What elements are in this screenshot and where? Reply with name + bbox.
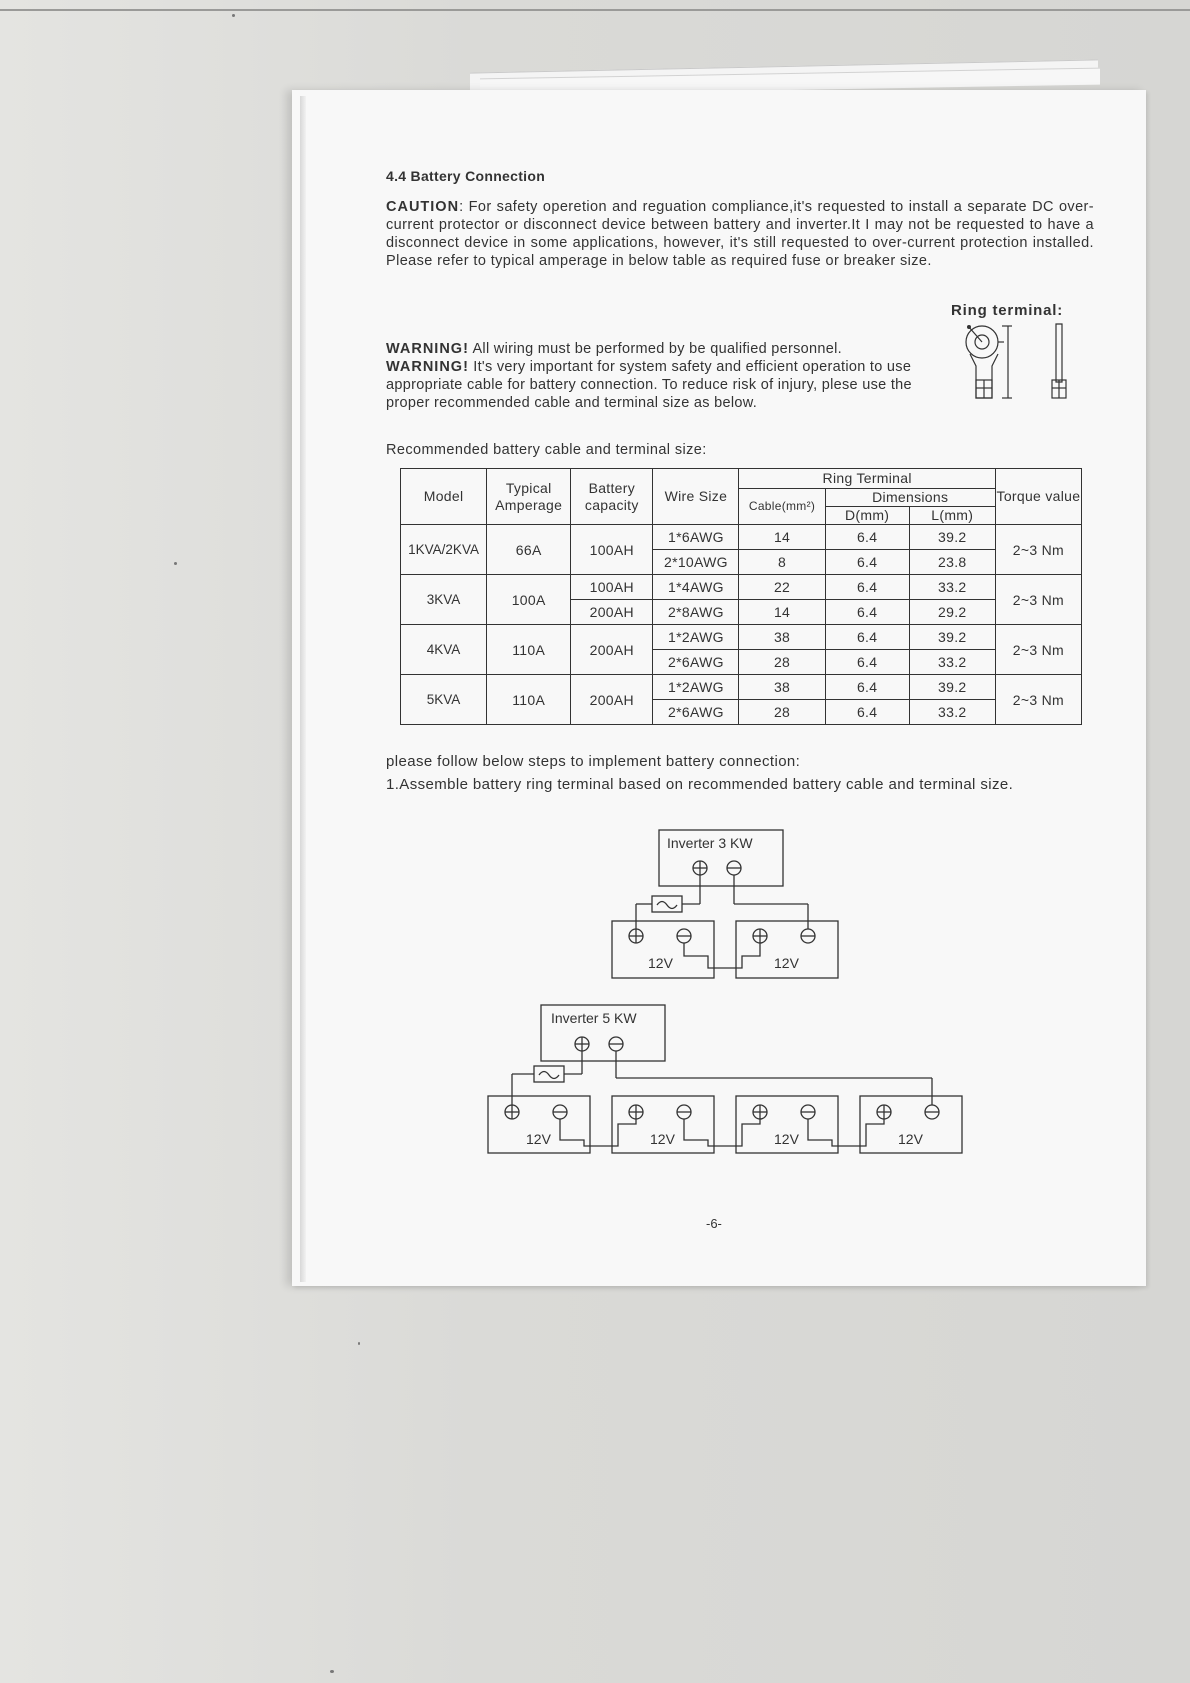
battery-label: 12V bbox=[898, 1131, 923, 1147]
cell-wire: 2*6AWG bbox=[653, 650, 739, 675]
warning-label: WARNING! bbox=[386, 359, 469, 375]
caution-paragraph bbox=[386, 198, 1094, 270]
cell-wire: 2*8AWG bbox=[653, 600, 739, 625]
cell-d: 6.4 bbox=[825, 650, 909, 675]
cell-l: 29.2 bbox=[909, 600, 995, 625]
step-1: 1.Assemble battery ring terminal based on recommended battery cable and terminal size. bbox=[386, 776, 1014, 793]
table-row bbox=[401, 525, 1082, 550]
cell-model: 4KVA bbox=[401, 625, 487, 675]
cell-l: 33.2 bbox=[909, 575, 995, 600]
recommended-label: Recommended battery cable and terminal size: bbox=[386, 442, 707, 458]
cell-cable: 14 bbox=[739, 600, 825, 625]
battery-label: 12V bbox=[526, 1131, 551, 1147]
cell-wire: 1*2AWG bbox=[653, 675, 739, 700]
table-row bbox=[401, 675, 1082, 700]
table-header-row bbox=[401, 469, 1082, 489]
cell-capacity: 100AH bbox=[571, 575, 653, 600]
cell-cable: 38 bbox=[739, 675, 825, 700]
cell-cable: 8 bbox=[739, 550, 825, 575]
caution-label: CAUTION bbox=[386, 199, 460, 215]
cell-wire: 2*10AWG bbox=[653, 550, 739, 575]
cell-capacity: 200AH bbox=[571, 600, 653, 625]
cell-wire: 1*6AWG bbox=[653, 525, 739, 550]
steps-block bbox=[386, 750, 1013, 796]
table-row bbox=[401, 575, 1082, 600]
cell-capacity: 100AH bbox=[571, 525, 653, 575]
cell-d: 6.4 bbox=[825, 675, 909, 700]
cell-cable: 28 bbox=[739, 700, 825, 725]
scanner-edge bbox=[0, 9, 1190, 11]
battery-wiring-diagram bbox=[386, 828, 1026, 1188]
warning-text: It's very important for system safety and efficient operation to use appropriate cable for battery connection. To reduce risk of injury, plese use the proper recommended cable and terminal size as below. bbox=[386, 359, 912, 411]
cell-amperage: 110A bbox=[487, 675, 571, 725]
cell-torque: 2~3 Nm bbox=[995, 625, 1081, 675]
header-dimensions: Dimensions bbox=[825, 489, 995, 507]
scan-speck bbox=[232, 14, 235, 17]
cell-cable: 22 bbox=[739, 575, 825, 600]
cable-spec-table bbox=[400, 468, 1082, 725]
warning-text: All wiring must be performed by be qualified personnel. bbox=[468, 341, 842, 357]
cell-wire: 2*6AWG bbox=[653, 700, 739, 725]
header-torque: Torque value bbox=[995, 469, 1081, 525]
header-amperage: Typical Amperage bbox=[487, 469, 571, 525]
cell-cable: 28 bbox=[739, 650, 825, 675]
cell-model: 5KVA bbox=[401, 675, 487, 725]
battery-label: 12V bbox=[650, 1131, 675, 1147]
cell-wire: 1*2AWG bbox=[653, 625, 739, 650]
cell-l: 33.2 bbox=[909, 650, 995, 675]
scan-speck bbox=[358, 1342, 360, 1345]
binding-spine bbox=[300, 96, 306, 1282]
cell-d: 6.4 bbox=[825, 550, 909, 575]
scan-speck bbox=[330, 1670, 334, 1673]
cell-l: 39.2 bbox=[909, 525, 995, 550]
cell-torque: 2~3 Nm bbox=[995, 675, 1081, 725]
cell-wire: 1*4AWG bbox=[653, 575, 739, 600]
cell-d: 6.4 bbox=[825, 700, 909, 725]
cell-model: 1KVA/2KVA bbox=[401, 525, 487, 575]
section-title: 4.4 Battery Connection bbox=[386, 168, 546, 184]
ring-terminal-icon bbox=[958, 322, 1088, 410]
cell-d: 6.4 bbox=[825, 625, 909, 650]
page-number: -6- bbox=[706, 1216, 722, 1231]
battery-label: 12V bbox=[774, 1131, 799, 1147]
cell-capacity: 200AH bbox=[571, 675, 653, 725]
cell-model: 3KVA bbox=[401, 575, 487, 625]
warning-line bbox=[386, 340, 916, 358]
inverter-3kw-label: Inverter 3 KW bbox=[667, 835, 753, 851]
cell-amperage: 100A bbox=[487, 575, 571, 625]
steps-intro: please follow below steps to implement battery connection: bbox=[386, 753, 801, 770]
cell-capacity: 200AH bbox=[571, 625, 653, 675]
cell-d: 6.4 bbox=[825, 575, 909, 600]
cell-amperage: 66A bbox=[487, 525, 571, 575]
cell-cable: 14 bbox=[739, 525, 825, 550]
caution-text: : For safety operetion and reguation compliance,it's requested to install a separate DC over-current protector or disconnect device between battery and inverter.It I may not be requested to have a disconnect device in some applications, however, it's still requested to over-current protection installed. Please refer to typical amperage in below table as required fuse or breaker size. bbox=[386, 199, 1094, 269]
cell-l: 39.2 bbox=[909, 675, 995, 700]
cell-d: 6.4 bbox=[825, 525, 909, 550]
cell-torque: 2~3 Nm bbox=[995, 525, 1081, 575]
header-ring-terminal: Ring Terminal bbox=[739, 469, 995, 489]
header-wire-size: Wire Size bbox=[653, 469, 739, 525]
header-model: Model bbox=[401, 469, 487, 525]
cell-l: 39.2 bbox=[909, 625, 995, 650]
header-cable: Cable(mm²) bbox=[739, 489, 825, 525]
warning-block bbox=[386, 340, 916, 412]
cell-amperage: 110A bbox=[487, 625, 571, 675]
cell-d: 6.4 bbox=[825, 600, 909, 625]
ring-terminal-title: Ring terminal: bbox=[951, 302, 1064, 319]
scan-speck bbox=[174, 562, 177, 565]
cell-l: 23.8 bbox=[909, 550, 995, 575]
cell-torque: 2~3 Nm bbox=[995, 575, 1081, 625]
battery-label: 12V bbox=[648, 955, 673, 971]
manual-page bbox=[292, 90, 1146, 1286]
cell-cable: 38 bbox=[739, 625, 825, 650]
header-capacity: Battery capacity bbox=[571, 469, 653, 525]
inverter-5kw-label: Inverter 5 KW bbox=[551, 1010, 637, 1026]
cell-l: 33.2 bbox=[909, 700, 995, 725]
header-d: D(mm) bbox=[825, 507, 909, 525]
table-row bbox=[401, 625, 1082, 650]
warning-label: WARNING! bbox=[386, 341, 469, 357]
header-l: L(mm) bbox=[909, 507, 995, 525]
battery-label: 12V bbox=[774, 955, 799, 971]
warning-line bbox=[386, 358, 916, 412]
